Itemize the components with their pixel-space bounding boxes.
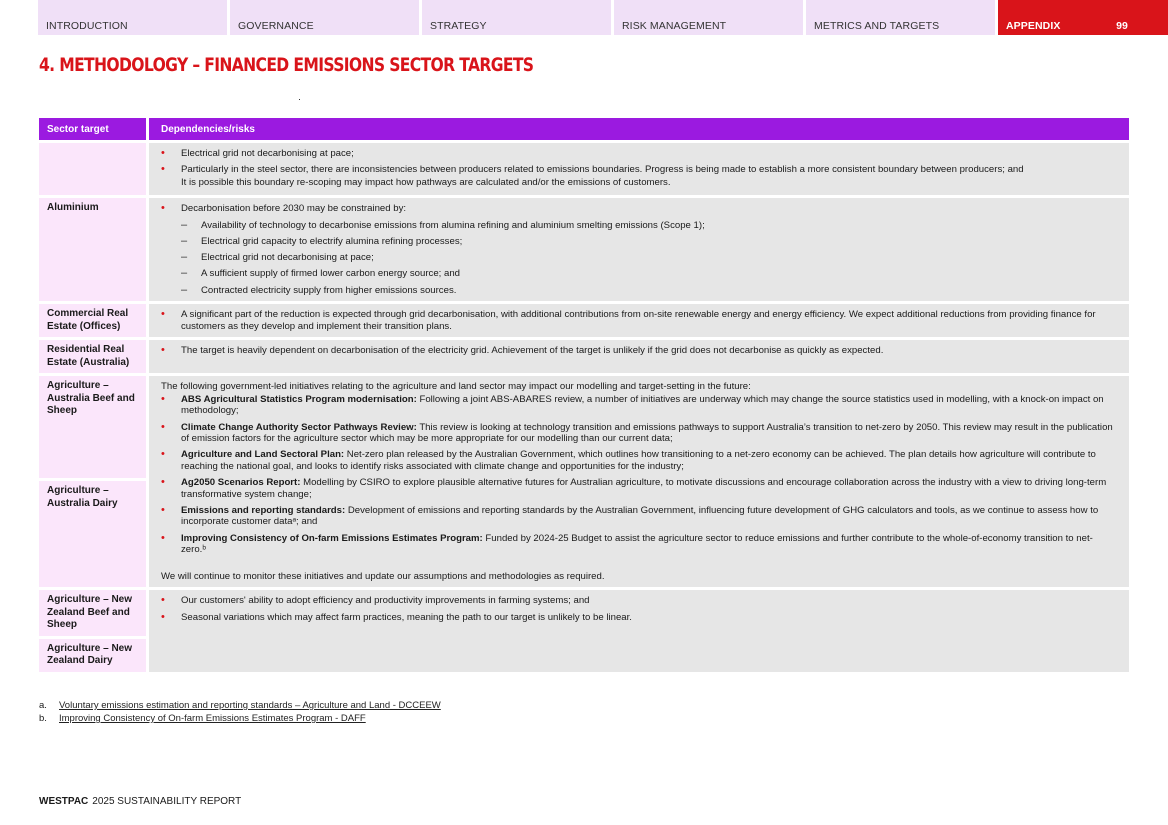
intro-text: The following government-led initiatives relating to the agriculture and land sector may impact our modelling and target-setting in the future:: [161, 381, 751, 393]
list-item: • Our customers' ability to adopt efficiency and productivity improvements in farming systems; and: [161, 595, 1117, 607]
tab-strategy[interactable]: [422, 0, 611, 35]
sector-cell: Agriculture – New Zealand Beef and Sheep: [39, 590, 146, 636]
list-item: [161, 394, 1117, 417]
footnote: [39, 712, 441, 725]
item-text: Development of emissions and reporting standards by the Australian Government, influencing future development of GHG calculators and tools, as we continue to assess how to incorporate customer dataᵃ; and: [181, 504, 1099, 528]
list-item: • Decarbonisation before 2030 may be constrained by:: [161, 203, 1117, 215]
list-item: • Particularly in the steel sector, there are inconsistencies between producers related to emissions boundaries. Progress is being made to establish a more consistent boundary between producers; and: [161, 164, 1117, 176]
outro-text: We will continue to monitor these initiatives and update our assumptions and methodologies as required.: [161, 570, 605, 582]
tab-label: GOVERNANCE: [238, 20, 314, 32]
item-text: Modelling by CSIRO to explore plausible alternative futures for Australian agriculture, to motivate discussions and encourage collaboration across the industry with a view to driving long-term transformative system change;: [181, 477, 1107, 500]
table-row: [39, 376, 1129, 587]
sector-cell: Agriculture – New Zealand Dairy: [39, 639, 146, 672]
page-title: 4. METHODOLOGY – FINANCED EMISSIONS SECTOR TARGETS: [39, 54, 534, 76]
sector-stack: [39, 376, 146, 587]
table-row: [39, 143, 1129, 195]
footnote-label: b.: [39, 713, 47, 724]
footnote-link-a[interactable]: Voluntary emissions estimation and reporting standards – Agriculture and Land - DCCEEW: [59, 700, 441, 711]
sub-list-item: – Electrical grid not decarbonising at pace;: [161, 252, 1117, 264]
footnotes: [39, 699, 441, 725]
sector-cell: Commercial Real Estate (Offices): [39, 304, 146, 337]
tab-appendix[interactable]: [998, 0, 1168, 35]
item-title: Climate Change Authority Sector Pathways Review:: [181, 421, 417, 433]
sub-list-item: – A sufficient supply of firmed lower carbon energy source; and: [161, 268, 1117, 280]
tab-label: RISK MANAGEMENT: [622, 20, 727, 32]
table-row: [39, 340, 1129, 373]
top-nav: [38, 0, 1168, 35]
page-number: 99: [1116, 20, 1128, 32]
sub-list-item: – Electrical grid capacity to electrify alumina refining processes;: [161, 236, 1117, 248]
list-item: [161, 533, 1117, 556]
item-title: Improving Consistency of On-farm Emissions Estimates Program:: [181, 532, 483, 544]
list-item: [161, 422, 1117, 445]
tab-label: METRICS AND TARGETS: [814, 20, 940, 32]
item-title: Ag2050 Scenarios Report:: [181, 477, 301, 489]
list-item: [161, 477, 1117, 500]
dependencies-cell: [149, 376, 1129, 587]
brand-name: WESTPAC: [39, 796, 89, 807]
item-title: Agriculture and Land Sectoral Plan:: [181, 449, 345, 461]
sector-cell: Agriculture – Australia Dairy: [39, 481, 146, 587]
table-row: [39, 304, 1129, 337]
dependencies-cell: [149, 304, 1129, 337]
sector-targets-table: [39, 118, 1129, 675]
tab-label: APPENDIX: [1006, 20, 1061, 32]
list-item: • A significant part of the reduction is expected through grid decarbonisation, with additional contributions from on-site renewable energy and energy efficiency. We expect additional reductions from providing finance for customers as they develop and implement their transition plans.: [161, 309, 1117, 332]
table-row: [39, 198, 1129, 301]
sector-stack: [39, 590, 146, 672]
item-text: Funded by 2024-25 Budget to assist the agriculture sector to reduce emissions and further contribute to the whole-of-economy transition to net-zero.ᵇ: [181, 532, 1093, 556]
item-text: Following a joint ABS-ABARES review, a number of initiatives are underway which may change the source statistics used in modelling, with a knock-on impact on methodology;: [181, 393, 1104, 417]
sector-cell: Agriculture – Australia Beef and Sheep: [39, 376, 146, 478]
decorative-dot: [299, 99, 300, 100]
item-title: Emissions and reporting standards:: [181, 504, 346, 516]
tab-governance[interactable]: [230, 0, 419, 35]
tab-introduction[interactable]: [38, 0, 227, 35]
sub-list-item: – Availability of technology to decarbonise emissions from alumina refining and aluminium smelting emissions (Scope 1);: [161, 220, 1117, 232]
item-text: This review is looking at technology transition and emissions pathways to support Australia’s transition to net-zero by 2050. This review may result in the publication of emission factors for the agriculture sector which may be more appropriate for our modelling than our current data;: [181, 421, 1113, 445]
paragraph: It is possible this boundary re-scoping may impact how pathways are calculated and/or the emissions of customers.: [181, 176, 671, 188]
item-text: Net-zero plan released by the Australian Government, which outlines how transitioning to a net-zero economy can be achieved. The plan details how agriculture will contribute to reaching the national goal, and looks to identify risks associated with climate change and opportunities for the industry;: [181, 449, 1096, 472]
dependencies-cell: [149, 198, 1129, 301]
list-item: • Seasonal variations which may affect farm practices, meaning the path to our target is unlikely to be linear.: [161, 612, 1117, 624]
dependencies-cell: [149, 340, 1129, 373]
list-item: • Electrical grid not decarbonising at pace;: [161, 148, 1117, 160]
tab-label: STRATEGY: [430, 20, 487, 32]
footnote-link-b[interactable]: Improving Consistency of On-farm Emissions Estimates Program - DAFF: [59, 713, 366, 724]
item-title: ABS Agricultural Statistics Program modernisation:: [181, 393, 417, 405]
tab-label: INTRODUCTION: [46, 20, 128, 32]
sector-cell: Aluminium: [39, 198, 146, 301]
dependencies-cell: [149, 143, 1129, 195]
footnote-label: a.: [39, 700, 47, 711]
report-name: 2025 SUSTAINABILITY REPORT: [92, 796, 242, 807]
page-footer: [39, 796, 241, 807]
list-item: [161, 505, 1117, 528]
footnote: [39, 699, 441, 712]
header-dependencies: Dependencies/risks: [149, 118, 1129, 140]
sub-list-item: – Contracted electricity supply from higher emissions sources.: [161, 285, 1117, 297]
table-row: [39, 590, 1129, 672]
table-header-row: [39, 118, 1129, 140]
header-sector-target: Sector target: [39, 118, 146, 140]
list-item: [161, 449, 1117, 472]
tab-metrics-and-targets[interactable]: [806, 0, 995, 35]
dependencies-cell: [149, 590, 1129, 672]
tab-risk-management[interactable]: [614, 0, 803, 35]
list-item: • The target is heavily dependent on decarbonisation of the electricity grid. Achievement of the target is unlikely if the grid does not decarbonise as quickly as expected.: [161, 345, 1117, 357]
sector-cell: [39, 143, 146, 195]
sector-cell: Residential Real Estate (Australia): [39, 340, 146, 373]
